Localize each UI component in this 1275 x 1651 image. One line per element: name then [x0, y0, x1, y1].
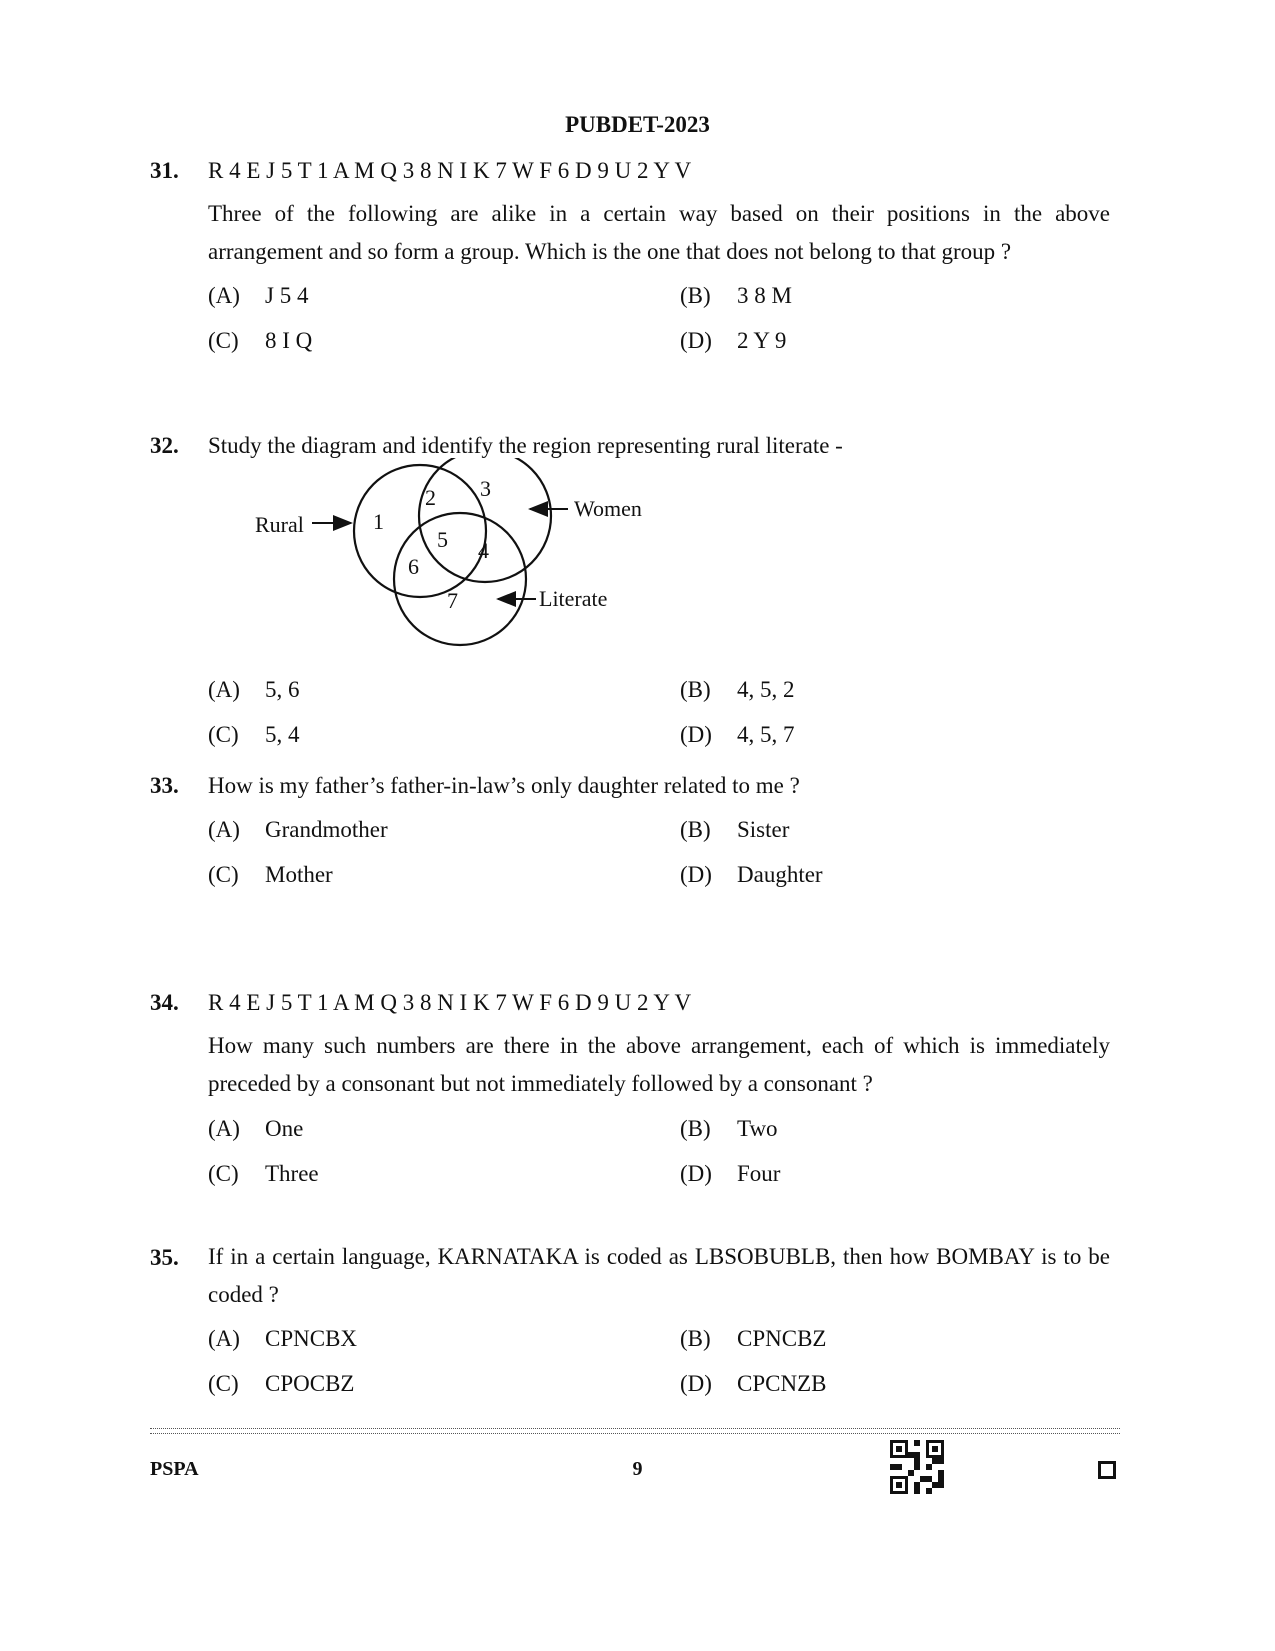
option-label: (D)	[680, 1161, 712, 1186]
option-label: (C)	[208, 862, 239, 887]
option-label: (B)	[680, 677, 711, 702]
question-text: If in a certain language, KARNATAKA is coded as LBSOBUBLB, then how BOMBAY is to be coded ?	[208, 1244, 1110, 1307]
option-label: (B)	[680, 1116, 711, 1141]
option-text: 2 Y 9	[737, 328, 787, 353]
question-number: 35.	[150, 1245, 179, 1270]
option-text: 5, 6	[265, 677, 300, 702]
question-text: Three of the following are alike in a certain way based on their positions in the above arrangement and so form a group. Which is the one that does not belong to that group ?	[208, 201, 1110, 264]
option-text: Four	[737, 1161, 781, 1186]
question-number: 31.	[150, 158, 179, 183]
page-number: 9	[632, 1458, 643, 1480]
option-text: 4, 5, 2	[737, 677, 795, 702]
question-text: How is my father’s father-in-law’s only daughter related to me ?	[208, 773, 800, 798]
option-label: (C)	[208, 1161, 239, 1186]
option-text: Daughter	[737, 862, 823, 887]
option-label: (A)	[208, 817, 240, 842]
option-text: One	[265, 1116, 304, 1141]
question-number: 32.	[150, 433, 179, 458]
option-label: (C)	[208, 1371, 239, 1396]
page-header-title: PUBDET-2023	[565, 112, 710, 137]
option-label: (A)	[208, 1116, 240, 1141]
rural-label: Rural	[255, 512, 304, 537]
region-6: 6	[408, 554, 419, 579]
option-text: 3 8 M	[737, 283, 792, 308]
option-text: CPOCBZ	[265, 1371, 355, 1396]
region-5: 5	[437, 527, 448, 552]
booklet-code: PSPA	[150, 1458, 199, 1480]
option-label: (A)	[208, 283, 240, 308]
question-sequence: R 4 E J 5 T 1 A M Q 3 8 N I K 7 W F 6 D 9 U 2 Y V	[208, 158, 692, 183]
option-text: 4, 5, 7	[737, 722, 795, 747]
option-label: (D)	[680, 1371, 712, 1396]
option-text: Grandmother	[265, 817, 388, 842]
option-label: (D)	[680, 328, 712, 353]
question-text: How many such numbers are there in the above arrangement, each of which is immediately preceded by a consonant but not immediately followed by a consonant ?	[208, 1033, 1110, 1096]
option-label: (B)	[680, 817, 711, 842]
option-text: Mother	[265, 862, 333, 887]
option-text: Two	[737, 1116, 778, 1141]
region-2: 2	[425, 485, 436, 510]
option-label: (D)	[680, 862, 712, 887]
option-text: Sister	[737, 817, 790, 842]
option-label: (A)	[208, 677, 240, 702]
option-text: CPCNZB	[737, 1371, 827, 1396]
option-label: (D)	[680, 722, 712, 747]
qr-code-icon	[890, 1440, 944, 1494]
region-1: 1	[373, 509, 384, 534]
footer-divider	[150, 1428, 1120, 1434]
region-7: 7	[447, 588, 458, 613]
venn-diagram	[250, 458, 690, 648]
literate-label: Literate	[539, 586, 608, 611]
option-text: CPNCBX	[265, 1326, 358, 1351]
option-text: Three	[265, 1161, 319, 1186]
option-label: (B)	[680, 1326, 711, 1351]
option-text: CPNCBZ	[737, 1326, 827, 1351]
option-label: (A)	[208, 1326, 240, 1351]
question-number: 34.	[150, 990, 179, 1015]
option-label: (C)	[208, 722, 239, 747]
option-label: (B)	[680, 283, 711, 308]
question-number: 33.	[150, 773, 179, 798]
option-text: 8 I Q	[265, 328, 313, 353]
women-label: Women	[574, 496, 642, 521]
option-text: J 5 4	[265, 283, 309, 308]
region-4: 4	[478, 538, 489, 563]
square-marker-icon	[1098, 1461, 1116, 1479]
question-text: Study the diagram and identify the region representing rural literate -	[208, 433, 843, 458]
question-sequence: R 4 E J 5 T 1 A M Q 3 8 N I K 7 W F 6 D 9 U 2 Y V	[208, 990, 692, 1015]
option-text: 5, 4	[265, 722, 300, 747]
region-3: 3	[480, 476, 491, 501]
option-label: (C)	[208, 328, 239, 353]
